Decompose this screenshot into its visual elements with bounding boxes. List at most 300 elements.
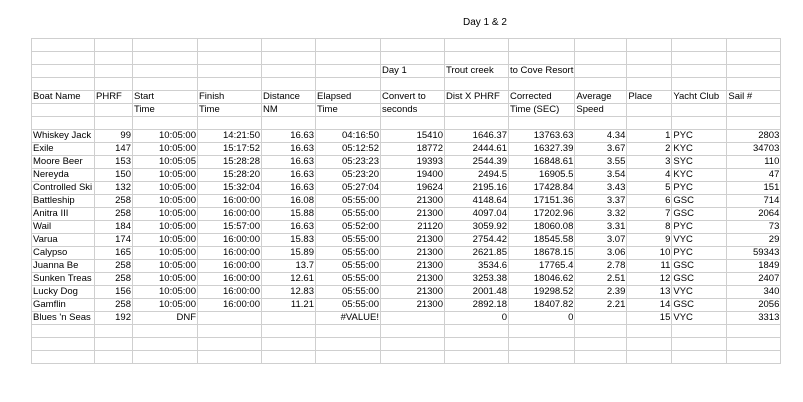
table-cell[interactable]: 16.63	[262, 143, 316, 156]
cell[interactable]	[509, 117, 575, 130]
table-cell[interactable]: 3313	[727, 312, 781, 325]
table-cell[interactable]: 258	[95, 195, 133, 208]
table-cell[interactable]: 16.63	[262, 130, 316, 143]
cell[interactable]	[627, 325, 672, 338]
table-cell[interactable]: 18545.58	[509, 234, 575, 247]
cell[interactable]	[575, 325, 627, 338]
table-cell[interactable]: 10:05:00	[133, 234, 198, 247]
table-cell[interactable]: 11.21	[262, 299, 316, 312]
table-cell[interactable]: 05:23:20	[316, 169, 381, 182]
table-cell[interactable]: 4	[627, 169, 672, 182]
table-cell[interactable]: 2.78	[575, 260, 627, 273]
table-cell[interactable]: GSC	[672, 195, 727, 208]
table-cell[interactable]: 15	[627, 312, 672, 325]
cell[interactable]	[381, 338, 445, 351]
table-cell[interactable]: Moore Beer	[32, 156, 95, 169]
cell[interactable]	[627, 52, 672, 65]
table-cell[interactable]: 2.51	[575, 273, 627, 286]
table-cell[interactable]: SYC	[672, 156, 727, 169]
table-cell[interactable]: 05:12:52	[316, 143, 381, 156]
column-subheader[interactable]	[672, 104, 727, 117]
cell[interactable]	[95, 325, 133, 338]
table-cell[interactable]: 10:05:05	[133, 156, 198, 169]
table-cell[interactable]: 21300	[381, 247, 445, 260]
table-cell[interactable]: Blues 'n Seas	[32, 312, 95, 325]
cell[interactable]	[727, 117, 781, 130]
table-cell[interactable]: 6	[627, 195, 672, 208]
table-cell[interactable]: 3.32	[575, 208, 627, 221]
cell[interactable]	[509, 39, 575, 52]
table-cell[interactable]	[198, 312, 262, 325]
table-cell[interactable]	[575, 312, 627, 325]
cell[interactable]	[262, 52, 316, 65]
column-subheader[interactable]	[727, 104, 781, 117]
header-cell[interactable]	[627, 65, 672, 78]
cell[interactable]	[575, 338, 627, 351]
table-cell[interactable]: 11	[627, 260, 672, 273]
cell[interactable]	[627, 117, 672, 130]
cell[interactable]	[95, 78, 133, 91]
table-cell[interactable]: Whiskey Jack	[32, 130, 95, 143]
cell[interactable]	[509, 351, 575, 364]
table-cell[interactable]: 16905.5	[509, 169, 575, 182]
table-cell[interactable]: 04:16:50	[316, 130, 381, 143]
table-cell[interactable]: 16.63	[262, 221, 316, 234]
cell[interactable]	[575, 78, 627, 91]
cell[interactable]	[381, 39, 445, 52]
table-cell[interactable]: 3.54	[575, 169, 627, 182]
table-cell[interactable]: 16.63	[262, 156, 316, 169]
table-cell[interactable]: 258	[95, 299, 133, 312]
table-cell[interactable]: 2544.39	[445, 156, 509, 169]
table-cell[interactable]: 18678.15	[509, 247, 575, 260]
table-cell[interactable]: 13.7	[262, 260, 316, 273]
table-cell[interactable]: 2195.16	[445, 182, 509, 195]
table-cell[interactable]: 3.37	[575, 195, 627, 208]
cell[interactable]	[262, 338, 316, 351]
cell[interactable]	[95, 351, 133, 364]
cell[interactable]	[381, 52, 445, 65]
column-header[interactable]: Convert to	[381, 91, 445, 104]
cell[interactable]	[95, 338, 133, 351]
table-cell[interactable]: 2.39	[575, 286, 627, 299]
cell[interactable]	[509, 52, 575, 65]
table-cell[interactable]: PYC	[672, 221, 727, 234]
cell[interactable]	[198, 39, 262, 52]
cell[interactable]	[727, 338, 781, 351]
header-cell[interactable]: Trout creek	[445, 65, 509, 78]
table-cell[interactable]: 2803	[727, 130, 781, 143]
table-cell[interactable]: 05:27:04	[316, 182, 381, 195]
table-cell[interactable]: 05:55:00	[316, 299, 381, 312]
table-cell[interactable]: 21300	[381, 234, 445, 247]
table-cell[interactable]: Nereyda	[32, 169, 95, 182]
table-cell[interactable]: 10:05:00	[133, 169, 198, 182]
table-cell[interactable]: 150	[95, 169, 133, 182]
cell[interactable]	[627, 338, 672, 351]
table-cell[interactable]: 3059.92	[445, 221, 509, 234]
table-cell[interactable]: Exile	[32, 143, 95, 156]
cell[interactable]	[133, 325, 198, 338]
table-cell[interactable]: 05:55:00	[316, 234, 381, 247]
table-cell[interactable]: Lucky Dog	[32, 286, 95, 299]
cell[interactable]	[133, 52, 198, 65]
table-cell[interactable]: 165	[95, 247, 133, 260]
table-cell[interactable]: GSC	[672, 260, 727, 273]
column-subheader[interactable]: Time	[133, 104, 198, 117]
cell[interactable]	[133, 117, 198, 130]
table-cell[interactable]: 2494.5	[445, 169, 509, 182]
cell[interactable]	[672, 351, 727, 364]
cell[interactable]	[262, 325, 316, 338]
table-cell[interactable]: 05:55:00	[316, 273, 381, 286]
table-cell[interactable]: 3253.38	[445, 273, 509, 286]
table-cell[interactable]: 15:28:20	[198, 169, 262, 182]
table-cell[interactable]: 714	[727, 195, 781, 208]
table-cell[interactable]: Varua	[32, 234, 95, 247]
table-cell[interactable]: 2001.48	[445, 286, 509, 299]
header-cell[interactable]	[262, 65, 316, 78]
cell[interactable]	[32, 117, 95, 130]
table-cell[interactable]: 2.21	[575, 299, 627, 312]
table-cell[interactable]: 21300	[381, 260, 445, 273]
table-cell[interactable]: 174	[95, 234, 133, 247]
cell[interactable]	[32, 52, 95, 65]
cell[interactable]	[727, 325, 781, 338]
table-cell[interactable]: PYC	[672, 247, 727, 260]
table-cell[interactable]: 29	[727, 234, 781, 247]
header-cell[interactable]	[672, 65, 727, 78]
table-cell[interactable]: 16.63	[262, 169, 316, 182]
table-cell[interactable]: 21300	[381, 286, 445, 299]
cell[interactable]	[381, 325, 445, 338]
table-cell[interactable]: 12.83	[262, 286, 316, 299]
table-cell[interactable]: 10:05:00	[133, 130, 198, 143]
table-cell[interactable]: GSC	[672, 273, 727, 286]
cell[interactable]	[262, 78, 316, 91]
table-cell[interactable]: 7	[627, 208, 672, 221]
cell[interactable]	[727, 78, 781, 91]
table-cell[interactable]: 3.67	[575, 143, 627, 156]
cell[interactable]	[445, 338, 509, 351]
table-cell[interactable]: 3.07	[575, 234, 627, 247]
cell[interactable]	[445, 39, 509, 52]
cell[interactable]	[133, 338, 198, 351]
table-cell[interactable]: 1646.37	[445, 130, 509, 143]
table-cell[interactable]: 16:00:00	[198, 299, 262, 312]
table-cell[interactable]: 13	[627, 286, 672, 299]
cell[interactable]	[95, 39, 133, 52]
cell[interactable]	[672, 325, 727, 338]
column-header[interactable]: Distance	[262, 91, 316, 104]
table-cell[interactable]: 47	[727, 169, 781, 182]
cell[interactable]	[32, 338, 95, 351]
cell[interactable]	[316, 39, 381, 52]
table-cell[interactable]: VYC	[672, 312, 727, 325]
table-cell[interactable]: 10:05:00	[133, 195, 198, 208]
table-cell[interactable]: 21300	[381, 273, 445, 286]
table-cell[interactable]: 15:17:52	[198, 143, 262, 156]
table-cell[interactable]: 34703	[727, 143, 781, 156]
cell[interactable]	[316, 325, 381, 338]
table-cell[interactable]: 3.31	[575, 221, 627, 234]
column-header[interactable]: Finish	[198, 91, 262, 104]
column-subheader[interactable]: Time	[316, 104, 381, 117]
table-cell[interactable]: 110	[727, 156, 781, 169]
table-cell[interactable]: VYC	[672, 286, 727, 299]
table-cell[interactable]: 10	[627, 247, 672, 260]
cell[interactable]	[198, 338, 262, 351]
column-subheader[interactable]	[445, 104, 509, 117]
cell[interactable]	[32, 39, 95, 52]
column-subheader[interactable]: Time (SEC)	[509, 104, 575, 117]
table-cell[interactable]: 19400	[381, 169, 445, 182]
table-cell[interactable]: VYC	[672, 234, 727, 247]
cell[interactable]	[133, 78, 198, 91]
table-cell[interactable]: 21300	[381, 195, 445, 208]
table-cell[interactable]: 3534.6	[445, 260, 509, 273]
table-cell[interactable]: 73	[727, 221, 781, 234]
table-cell[interactable]: 4148.64	[445, 195, 509, 208]
table-cell[interactable]: 16:00:00	[198, 195, 262, 208]
table-cell[interactable]: 16:00:00	[198, 208, 262, 221]
table-cell[interactable]: 19624	[381, 182, 445, 195]
cell[interactable]	[575, 52, 627, 65]
table-cell[interactable]: KYC	[672, 169, 727, 182]
table-cell[interactable]: 2754.42	[445, 234, 509, 247]
cell[interactable]	[381, 78, 445, 91]
cell[interactable]	[672, 117, 727, 130]
column-header[interactable]: Start	[133, 91, 198, 104]
table-cell[interactable]: 17151.36	[509, 195, 575, 208]
cell[interactable]	[672, 39, 727, 52]
table-cell[interactable]	[262, 312, 316, 325]
table-cell[interactable]: 17428.84	[509, 182, 575, 195]
table-cell[interactable]: 21120	[381, 221, 445, 234]
column-header[interactable]: PHRF	[95, 91, 133, 104]
cell[interactable]	[445, 117, 509, 130]
column-header[interactable]: Sail #	[727, 91, 781, 104]
table-cell[interactable]: 2407	[727, 273, 781, 286]
table-cell[interactable]: 16:00:00	[198, 247, 262, 260]
header-cell[interactable]	[727, 65, 781, 78]
table-cell[interactable]: 15.83	[262, 234, 316, 247]
table-cell[interactable]: 16.08	[262, 195, 316, 208]
table-cell[interactable]: GSC	[672, 208, 727, 221]
cell[interactable]	[575, 351, 627, 364]
table-cell[interactable]: 16848.61	[509, 156, 575, 169]
table-cell[interactable]: 3.43	[575, 182, 627, 195]
table-cell[interactable]: 2621.85	[445, 247, 509, 260]
cell[interactable]	[262, 39, 316, 52]
table-cell[interactable]: 10:05:00	[133, 221, 198, 234]
table-cell[interactable]: 59343	[727, 247, 781, 260]
column-subheader[interactable]	[32, 104, 95, 117]
table-cell[interactable]: PYC	[672, 130, 727, 143]
cell[interactable]	[727, 351, 781, 364]
table-cell[interactable]: 15:57:00	[198, 221, 262, 234]
table-cell[interactable]: 10:05:00	[133, 286, 198, 299]
cell[interactable]	[509, 325, 575, 338]
cell[interactable]	[509, 78, 575, 91]
cell[interactable]	[32, 78, 95, 91]
cell[interactable]	[445, 78, 509, 91]
column-header[interactable]: Elapsed	[316, 91, 381, 104]
table-cell[interactable]: #VALUE!	[316, 312, 381, 325]
cell[interactable]	[262, 351, 316, 364]
cell[interactable]	[95, 117, 133, 130]
column-header[interactable]: Yacht Club	[672, 91, 727, 104]
table-cell[interactable]: 21300	[381, 208, 445, 221]
table-cell[interactable]: 05:55:00	[316, 286, 381, 299]
cell[interactable]	[627, 351, 672, 364]
table-cell[interactable]: 05:55:00	[316, 260, 381, 273]
table-cell[interactable]: 132	[95, 182, 133, 195]
cell[interactable]	[198, 78, 262, 91]
table-cell[interactable]: PYC	[672, 182, 727, 195]
table-cell[interactable]: Sunken Treas	[32, 273, 95, 286]
table-cell[interactable]: 151	[727, 182, 781, 195]
table-cell[interactable]: 16:00:00	[198, 234, 262, 247]
table-cell[interactable]: 258	[95, 208, 133, 221]
table-cell[interactable]: 16:00:00	[198, 260, 262, 273]
table-cell[interactable]: 153	[95, 156, 133, 169]
cell[interactable]	[627, 78, 672, 91]
table-cell[interactable]: Anitra III	[32, 208, 95, 221]
header-cell[interactable]: Day 1	[381, 65, 445, 78]
cell[interactable]	[95, 52, 133, 65]
table-cell[interactable]: 147	[95, 143, 133, 156]
table-cell[interactable]: 05:23:23	[316, 156, 381, 169]
cell[interactable]	[627, 39, 672, 52]
table-cell[interactable]: 10:05:00	[133, 247, 198, 260]
table-cell[interactable]: 10:05:00	[133, 273, 198, 286]
table-cell[interactable]: 16:00:00	[198, 286, 262, 299]
table-cell[interactable]: 2	[627, 143, 672, 156]
table-cell[interactable]: 4097.04	[445, 208, 509, 221]
cell[interactable]	[133, 351, 198, 364]
table-cell[interactable]: Battleship	[32, 195, 95, 208]
table-cell[interactable]: 9	[627, 234, 672, 247]
table-cell[interactable]: 156	[95, 286, 133, 299]
cell[interactable]	[575, 117, 627, 130]
table-cell[interactable]: GSC	[672, 299, 727, 312]
cell[interactable]	[32, 325, 95, 338]
table-cell[interactable]: 10:05:00	[133, 182, 198, 195]
table-cell[interactable]: 17202.96	[509, 208, 575, 221]
table-cell[interactable]: 0	[509, 312, 575, 325]
table-cell[interactable]: 15:28:28	[198, 156, 262, 169]
cell[interactable]	[198, 325, 262, 338]
cell[interactable]	[672, 78, 727, 91]
column-subheader[interactable]: NM	[262, 104, 316, 117]
cell[interactable]	[316, 78, 381, 91]
table-cell[interactable]: 3.55	[575, 156, 627, 169]
table-cell[interactable]: 8	[627, 221, 672, 234]
table-cell[interactable]: 15.89	[262, 247, 316, 260]
table-cell[interactable]: 99	[95, 130, 133, 143]
table-cell[interactable]: Calypso	[32, 247, 95, 260]
table-cell[interactable]: 18046.62	[509, 273, 575, 286]
cell[interactable]	[198, 351, 262, 364]
cell[interactable]	[445, 52, 509, 65]
table-cell[interactable]: 10:05:00	[133, 299, 198, 312]
table-cell[interactable]: 184	[95, 221, 133, 234]
cell[interactable]	[445, 351, 509, 364]
table-cell[interactable]: 16.63	[262, 182, 316, 195]
cell[interactable]	[381, 117, 445, 130]
table-cell[interactable]	[381, 312, 445, 325]
cell[interactable]	[672, 52, 727, 65]
cell[interactable]	[316, 338, 381, 351]
table-cell[interactable]: 258	[95, 260, 133, 273]
table-cell[interactable]: 13763.63	[509, 130, 575, 143]
table-cell[interactable]: 2056	[727, 299, 781, 312]
table-cell[interactable]: 4.34	[575, 130, 627, 143]
table-cell[interactable]: 192	[95, 312, 133, 325]
table-cell[interactable]: 05:55:00	[316, 195, 381, 208]
cell[interactable]	[316, 351, 381, 364]
table-cell[interactable]: 18772	[381, 143, 445, 156]
cell[interactable]	[262, 117, 316, 130]
table-cell[interactable]: Gamflin	[32, 299, 95, 312]
cell[interactable]	[32, 351, 95, 364]
column-subheader[interactable]	[627, 104, 672, 117]
table-cell[interactable]: DNF	[133, 312, 198, 325]
table-cell[interactable]: 1	[627, 130, 672, 143]
table-cell[interactable]: 258	[95, 273, 133, 286]
table-cell[interactable]: 14	[627, 299, 672, 312]
cell[interactable]	[509, 338, 575, 351]
header-cell[interactable]	[95, 65, 133, 78]
table-cell[interactable]: 16:00:00	[198, 273, 262, 286]
header-cell[interactable]	[575, 65, 627, 78]
table-cell[interactable]: 2064	[727, 208, 781, 221]
table-cell[interactable]: 2444.61	[445, 143, 509, 156]
table-cell[interactable]: 18407.82	[509, 299, 575, 312]
column-subheader[interactable]: Speed	[575, 104, 627, 117]
table-cell[interactable]: Controlled Ski	[32, 182, 95, 195]
table-cell[interactable]: 3	[627, 156, 672, 169]
table-cell[interactable]: 16327.39	[509, 143, 575, 156]
column-header[interactable]: Boat Name	[32, 91, 95, 104]
column-subheader[interactable]: Time	[198, 104, 262, 117]
header-cell[interactable]	[133, 65, 198, 78]
column-subheader[interactable]	[95, 104, 133, 117]
header-cell[interactable]: to Cove Resort	[510, 65, 574, 76]
table-cell[interactable]: 12	[627, 273, 672, 286]
column-header[interactable]: Average	[575, 91, 627, 104]
table-cell[interactable]: 0	[445, 312, 509, 325]
table-cell[interactable]: 10:05:00	[133, 143, 198, 156]
table-cell[interactable]: 05:52:00	[316, 221, 381, 234]
header-cell[interactable]	[316, 65, 381, 78]
column-header[interactable]: Corrected	[509, 91, 575, 104]
column-header[interactable]: Dist X PHRF	[445, 91, 509, 104]
table-cell[interactable]: 10:05:00	[133, 208, 198, 221]
table-cell[interactable]: 05:55:00	[316, 247, 381, 260]
cell[interactable]	[381, 351, 445, 364]
table-cell[interactable]: 12.61	[262, 273, 316, 286]
table-cell[interactable]: 5	[627, 182, 672, 195]
table-cell[interactable]: Juanna Be	[32, 260, 95, 273]
table-cell[interactable]: 17765.4	[509, 260, 575, 273]
column-header[interactable]: Place	[627, 91, 672, 104]
cell[interactable]	[575, 39, 627, 52]
table-cell[interactable]: Wail	[32, 221, 95, 234]
table-cell[interactable]: 21300	[381, 299, 445, 312]
table-cell[interactable]: 14:21:50	[198, 130, 262, 143]
